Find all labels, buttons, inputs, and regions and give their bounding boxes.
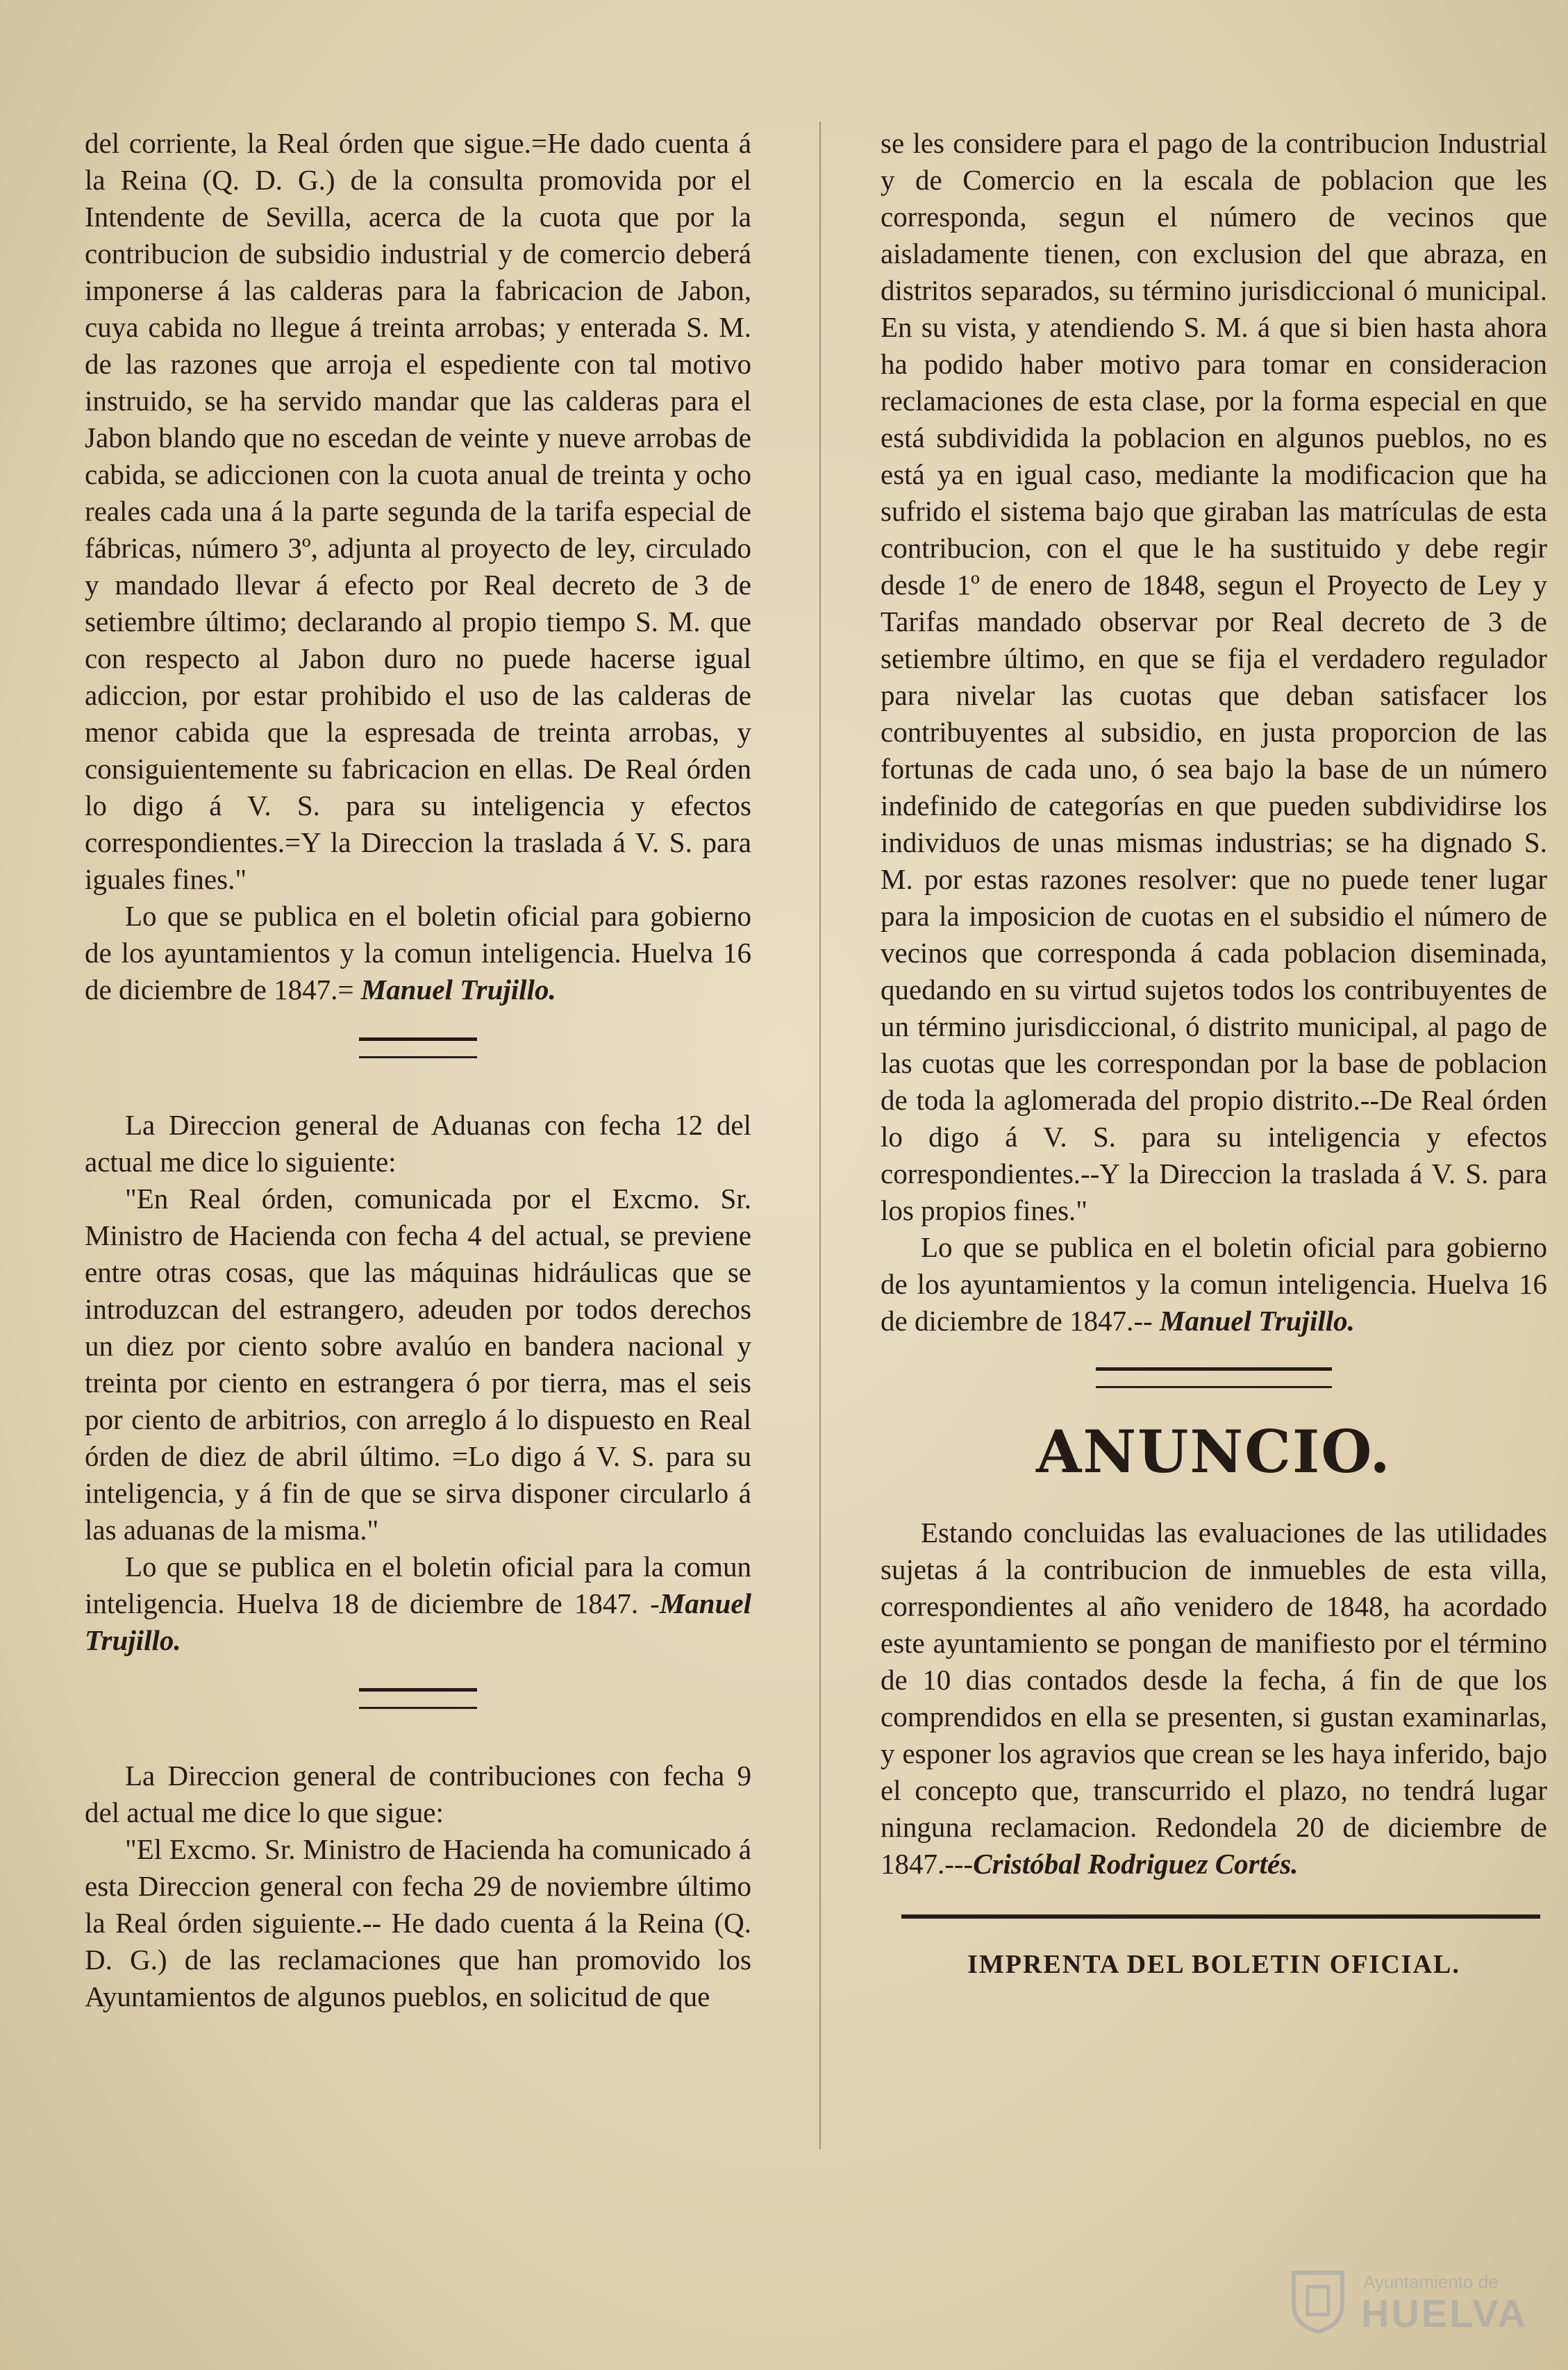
left-paragraph-1: del corriente, la Real órden que sigue.=He dado cuenta á la Reina (Q. D. G.) de la consulta promovida por el Intendente de Sevilla, acerca de la cuota que por la contribucion de subsidio industrial y de comercio deberá imponerse á las calderas para la fabricacion de Jabon, cuya cabida no llegue á treinta arrobas; y enterada S. M. de las razones que arroja el espediente con tal motivo instruido, se ha servido mandar que las calderas para el Jabon blando que no escedan de veinte y nueve arrobas de cabida, se adiccionen con la cuota anual de treinta y ocho reales cada una á la parte segunda de la tarifa especial de fábricas, número 3º, adjunta al proyecto de ley, circulado y mandado llevar á efecto por Real decreto de 3 de setiembre último; declarando al propio tiempo S. M. que con respecto al Jabon duro no puede hacerse igual adiccion, por estar prohibido el uso de las calderas de menor cabida que la espresada de treinta arrobas, y consiguientemente su fabricacion en ellas. De Real órden lo digo á V. S. para su inteligencia y efectos correspondientes.=Y la Direccion la traslada á V. S. para iguales fines.": [85, 127, 751, 895]
anuncio-body: Estando concluidas las evaluaciones de las utilidades sujetas á la contribucion de inmuebles de esta villa, correspondientes al año venidero de 1848, ha acordado este ayuntamiento se pongan de manifiesto por el término de 10 dias contados desde la fecha, á fin de que los comprendidos en ella se presenten, si gustan examinarlas, y esponer los agravios que crean se les haya inferido, bajo el concepto que, transcurrido el plazo, no tendrá lugar ninguna reclamacion. Redondela 20 de diciembre de 1847.---Cristóbal Rodriguez Cortés.: [881, 1517, 1547, 1880]
right-paragraph-1: se les considere para el pago de la contribucion Industrial y de Comercio en la escala de poblacion que les corresponda, segun el número de vecinos que aisladamente tienen, con exclusion del que abraza, en distritos separados, su término jurisdiccional ó municipal. En su vista, y atendiendo S. M. á que si bien hasta ahora ha podido haber motivo para tomar en consideracion reclamaciones de esta clase, por la forma especial en que está subdividida la poblacion en algunos pueblos, no es está ya en igual caso, mediante la modificacion que ha sufrido el sistema bajo que giraban las matrículas de esta contribucion, con el que le ha sustituido y debe regir desde 1º de enero de 1848, segun el Proyecto de Ley y Tarifas mandado observar por Real decreto de 3 de setiembre último, en que se fija el verdadero regulador para nivelar las cuotas que deban satisfacer los contribuyentes al subsidio, en justa proporcion de las fortunas de cada uno, ó sea bajo la base de un número indefinido de categorías en que pueden subdividirse los individuos de unas mismas industrias; se ha dignado S. M. por estas razones resolver: que no puede tener lugar para la imposicion de cuotas en el subsidio el número de vecinos que corresponda á cada poblacion diseminada, quedando en su virtud sujetos todos los contribuyentes de un término jurisdiccional, ó distrito municipal, al pago de las cuotas que les correspondan por la base de poblacion de toda la aglomerada del propio distrito.--De Real órden lo digo á V. S. para su inteligencia y efectos correspondientes.--Y la Direccion la traslada á V. S. para los propios fines.": [881, 127, 1547, 1226]
signature: Manuel Trujillo.: [360, 974, 556, 1005]
city-seal-icon: [1283, 2266, 1353, 2335]
watermark: [1269, 2259, 1528, 2342]
left-column: [85, 125, 751, 2015]
section-separator: [1096, 1367, 1332, 1388]
imprint-line: IMPRENTA DEL BOLETIN OFICIAL.: [967, 1950, 1460, 1979]
bottom-rule: [901, 1914, 1540, 1919]
signature: Cristóbal Rodriguez Cortés.: [973, 1848, 1299, 1880]
left-paragraph-contribuciones: La Direccion general de contribuciones con fecha 9 del actual me dice lo que sigue:: [85, 1760, 751, 1828]
signature: Manuel Trujillo.: [1159, 1305, 1355, 1337]
left-paragraph-aduanas: La Direccion general de Aduanas con fecha 12 del actual me dice lo siguiente:: [85, 1109, 751, 1178]
section-separator: [359, 1037, 477, 1058]
signature: Manuel Trujillo.: [85, 1587, 751, 1656]
section-separator: [359, 1688, 477, 1709]
right-column: [881, 125, 1547, 1983]
anuncio-heading: ANUNCIO.: [1036, 1417, 1392, 1486]
column-divider: [819, 122, 821, 2149]
left-paragraph-order: "El Excmo. Sr. Ministro de Hacienda ha comunicado á esta Direccion general con fecha 29 de noviembre último la Real órden siguiente.-- He dado cuenta á la Reina (Q. D. G.) de las reclamaciones que han promovido los Ayuntamientos de algunos pueblos, en solicitud de que: [85, 1833, 751, 2012]
watermark-line-1: Ayuntamiento de: [1363, 2271, 1499, 2292]
left-notice-2: Lo que se publica en el boletin oficial para la comun inteligencia. Huelva 18 de diciembre de 1847. -Manuel Trujillo.: [85, 1551, 751, 1656]
right-notice-1: Lo que se publica en el boletin oficial para gobierno de los ayuntamientos y la comun inteligencia. Huelva 16 de diciembre de 1847.-- Manuel Trujillo.: [881, 1231, 1547, 1337]
left-notice-1: Lo que se publica en el boletin oficial para gobierno de los ayuntamientos y la comun inteligencia. Huelva 16 de diciembre de 1847.= Manuel Trujillo.: [85, 900, 751, 1005]
watermark-line-2: HUELVA: [1361, 2292, 1528, 2335]
left-paragraph-quote: "En Real órden, comunicada por el Excmo. Sr. Ministro de Hacienda con fecha 4 del actual, se previene entre otras cosas, que las máquinas hidráulicas que se introduzcan del estrangero, adeuden por todos derechos un diez por ciento sobre avalúo en bandera nacional y treinta por ciento en estrangera ó por tierra, mas el seis por ciento de arbitrios, con arreglo á lo dispuesto en Real órden de diez de abril último. =Lo digo á V. S. para su inteligencia, y á fin de que se sirva disponer circularlo á las aduanas de la misma.": [85, 1183, 751, 1546]
